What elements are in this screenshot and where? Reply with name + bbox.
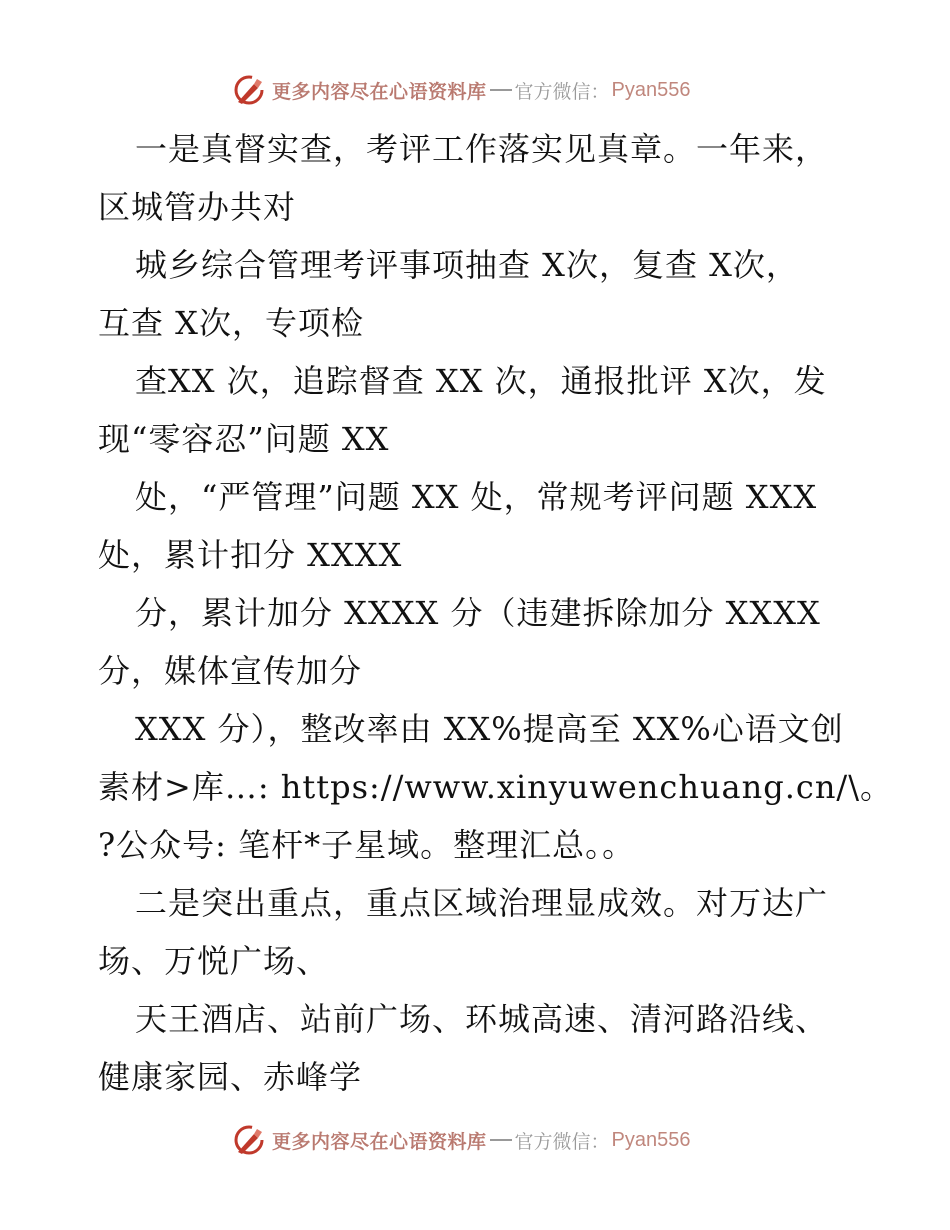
footer-watermark (232, 1122, 691, 1158)
footer-main-text: 更多内容尽在心语资料库 (272, 1130, 487, 1153)
text-line: 查XX 次，追踪督查 XX 次，通报批评 X次，发 (135, 362, 827, 400)
text-line: 天王酒店、站前广场、环城高速、清河路沿线、 (135, 1000, 829, 1038)
text-line: 区城管办共对 (98, 188, 297, 226)
text-line: 一是真督实查，考评工作落实见真章。一年来， (135, 130, 829, 168)
pen-logo-icon (232, 73, 266, 107)
text-line: 互查 X次，专项检 (98, 304, 364, 342)
footer-sub-text: 官方微信： (514, 1130, 610, 1153)
text-line: 处，累计扣分 XXXX (98, 536, 403, 574)
text-line: 场、万悦广场、 (98, 942, 330, 980)
header-sub-text: 官方微信： (514, 80, 610, 103)
text-line: XXX 分），整改率由 XX%提高至 XX%心语文创 (135, 710, 844, 748)
header-wechat-id: Pyan556 (611, 78, 691, 101)
header-dash (490, 89, 512, 91)
text-line: 素材>库…: https://www.xinyuwenchuang.cn/\。 (98, 768, 893, 806)
pen-logo-icon (232, 1123, 266, 1157)
header-watermark (232, 72, 691, 108)
text-line: 健康家园、赤峰学 (98, 1058, 363, 1096)
text-line: 二是突出重点，重点区域治理显成效。对万达广 (135, 884, 829, 922)
text-line: ?公众号: 笔杆*子星域。整理汇总。。 (98, 826, 636, 864)
text-line: 城乡综合管理考评事项抽查 X次，复查 X次， (135, 246, 799, 284)
text-line: 处，“严管理”问题 XX 处，常规考评问题 XXX (135, 478, 818, 516)
footer-dash (490, 1139, 512, 1141)
text-line: 现“零容忍”问题 XX (98, 420, 390, 458)
text-line: 分，媒体宣传加分 (98, 652, 363, 690)
footer-wechat-id: Pyan556 (611, 1128, 691, 1151)
header-main-text: 更多内容尽在心语资料库 (272, 80, 487, 103)
text-line: 分，累计加分 XXXX 分（违建拆除加分 XXXX (135, 594, 821, 632)
body-text (98, 120, 893, 1106)
